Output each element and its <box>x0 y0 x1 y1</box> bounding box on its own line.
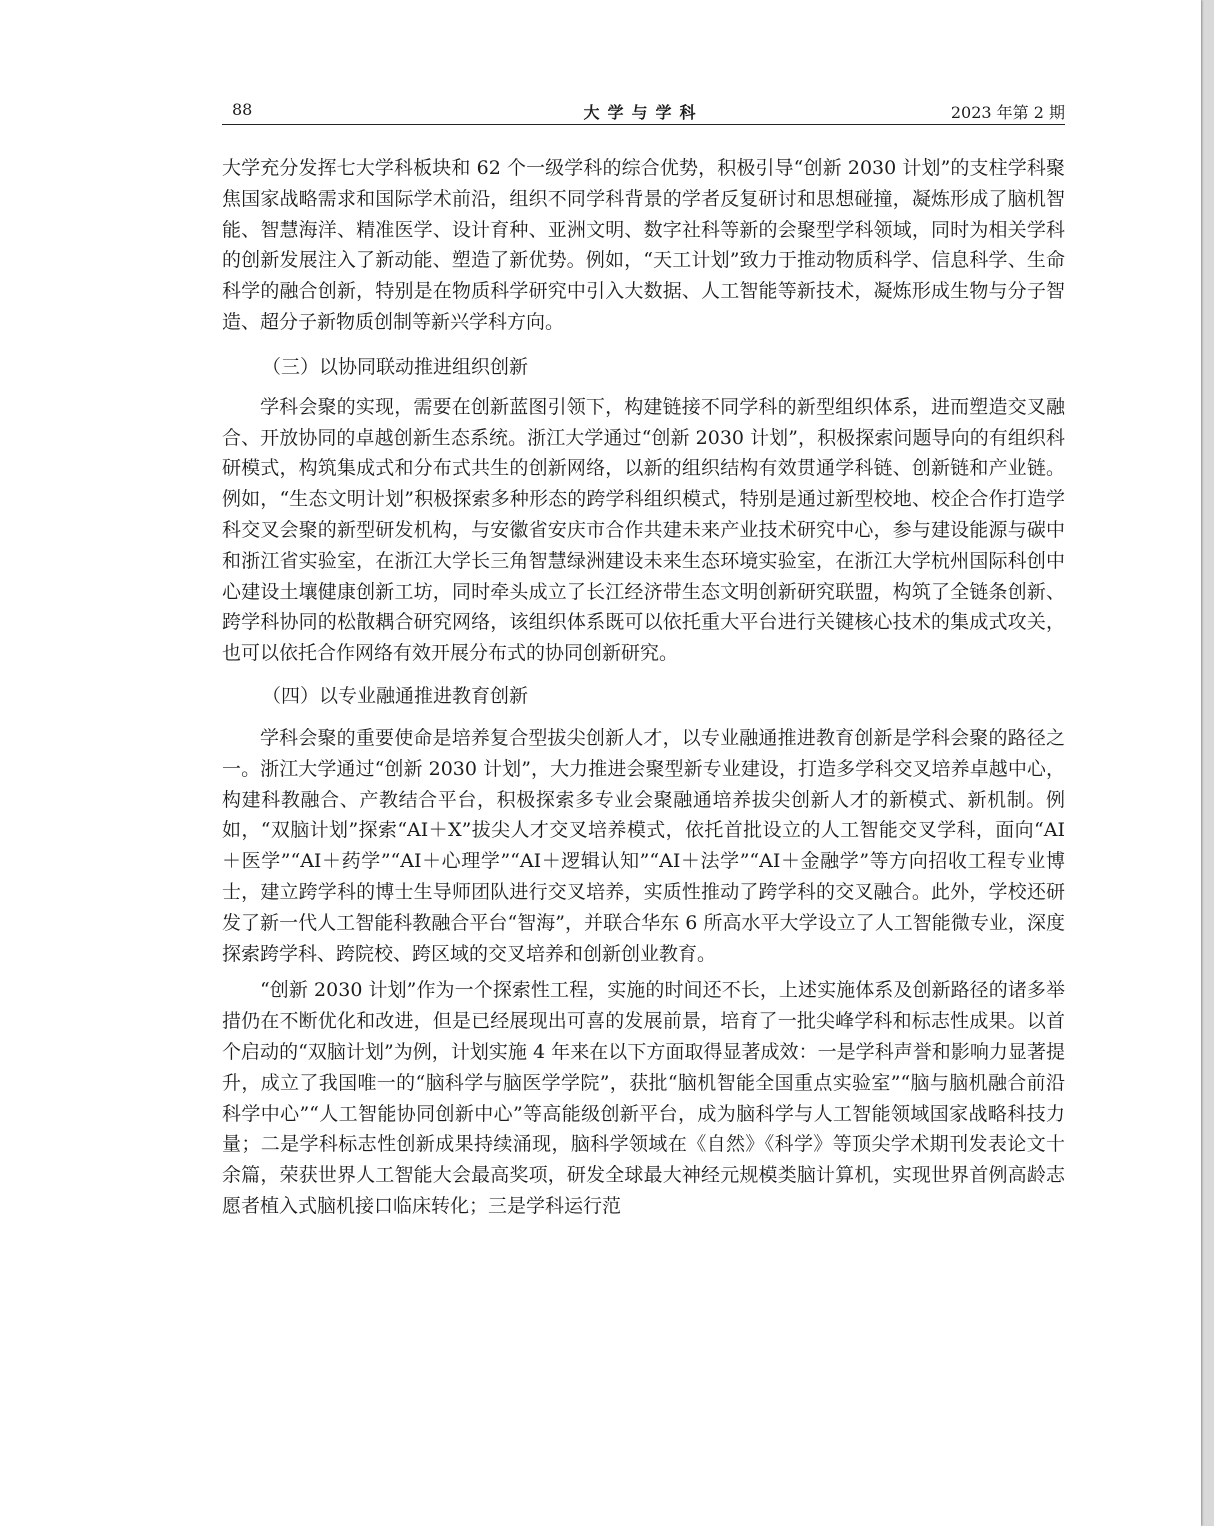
issue-label: 2023 年第 2 期 <box>950 103 1065 122</box>
article-body <box>222 153 1065 1222</box>
section-heading-3: （三）以协同联动推进组织创新 <box>262 355 529 378</box>
journal-title: 大学与学科 <box>583 103 704 122</box>
paragraph-2: 学科会聚的实现，需要在创新蓝图引领下，构建链接不同学科的新型组织体系，进而塑造交叉融合、开放协同的卓越创新生态系统。浙江大学通过“创新 2030 计划”，积极探索问题导向的有组织科研模式，构筑集成式和分布式共生的创新网络，以新的组织结构有效贯通学科链、创新链和产业链。例如，“生态文明计划”积极探索多种形态的跨学科组织模式，特别是通过新型校地、校企合作打造学科交叉会聚的新型研发机构，与安徽省安庆市合作共建未来产业技术研究中心，参与建设能源与碳中和浙江省实验室，在浙江大学长三角智慧绿洲建设未来生态环境实验室，在浙江大学杭州国际科创中心建设土壤健康创新工坊，同时牵头成立了长江经济带生态文明创新研究联盟，构筑了全链条创新、跨学科协同的松散耦合研究网络，该组织体系既可以依托重大平台进行关键核心技术的集成式攻关，也可以依托合作网络有效开展分布式的协同创新研究。 <box>222 395 1065 665</box>
page-header <box>222 98 1065 125</box>
paragraph-3: 学科会聚的重要使命是培养复合型拔尖创新人才，以专业融通推进教育创新是学科会聚的路径之一。浙江大学通过“创新 2030 计划”，大力推进会聚型新专业建设，打造多学科交叉培养卓越中心，构建科教融合、产教结合平台，积极探索多专业会聚融通培养拔尖创新人才的新模式、新机制。例如，“双脑计划”探索“AI＋X”拔尖人才交叉培养模式，依托首批设立的人工智能交叉学科，面向“AI＋医学”“AI＋药学”“AI＋心理学”“AI＋逻辑认知”“AI＋法学”“AI＋金融学”等方向招收工程专业博士，建立跨学科的博士生导师团队进行交叉培养，实质性推动了跨学科的交叉融合。此外，学校还研发了新一代人工智能科教融合平台“智海”，并联合华东 6 所高水平大学设立了人工智能微专业，深度探索跨学科、跨院校、跨区域的交叉培养和创新创业教育。 <box>222 726 1065 965</box>
paragraph-4: “创新 2030 计划”作为一个探索性工程，实施的时间还不长，上述实施体系及创新路径的诸多举措仍在不断优化和改进，但是已经展现出可喜的发展前景，培育了一批尖峰学科和标志性成果。以首个启动的“双脑计划”为例，计划实施 4 年来在以下方面取得显著成效：一是学科声誉和影响力显著提升，成立了我国唯一的“脑科学与脑医学学院”，获批“脑机智能全国重点实验室”“脑与脑机融合前沿科学中心”“人工智能协同创新中心”等高能级创新平台，成为脑科学与人工智能领域国家战略科技力量；二是学科标志性创新成果持续涌现，脑科学领域在《自然》《科学》等顶尖学术期刊发表论文十余篇，荣获世界人工智能大会最高奖项，研发全球最大神经元规模类脑计算机，实现世界首例高龄志愿者植入式脑机接口临床转化；三是学科运行范 <box>222 979 1065 1217</box>
page-number: 88 <box>232 100 253 119</box>
section-heading-4: （四）以专业融通推进教育创新 <box>262 684 529 707</box>
paragraph-1: 大学充分发挥七大学科板块和 62 个一级学科的综合优势，积极引导“创新 2030 计划”的支柱学科聚焦国家战略需求和国际学术前沿，组织不同学科背景的学者反复研讨和思想碰撞，凝炼形成了脑机智能、智慧海洋、精准医学、设计育种、亚洲文明、数字社科等新的会聚型学科领域，同时为相关学科的创新发展注入了新动能、塑造了新优势。例如，“天工计划”致力于推动物质科学、信息科学、生命科学的融合创新，特别是在物质科学研究中引入大数据、人工智能等新技术，凝炼形成生物与分子智造、超分子新物质创制等新兴学科方向。 <box>222 157 1065 333</box>
